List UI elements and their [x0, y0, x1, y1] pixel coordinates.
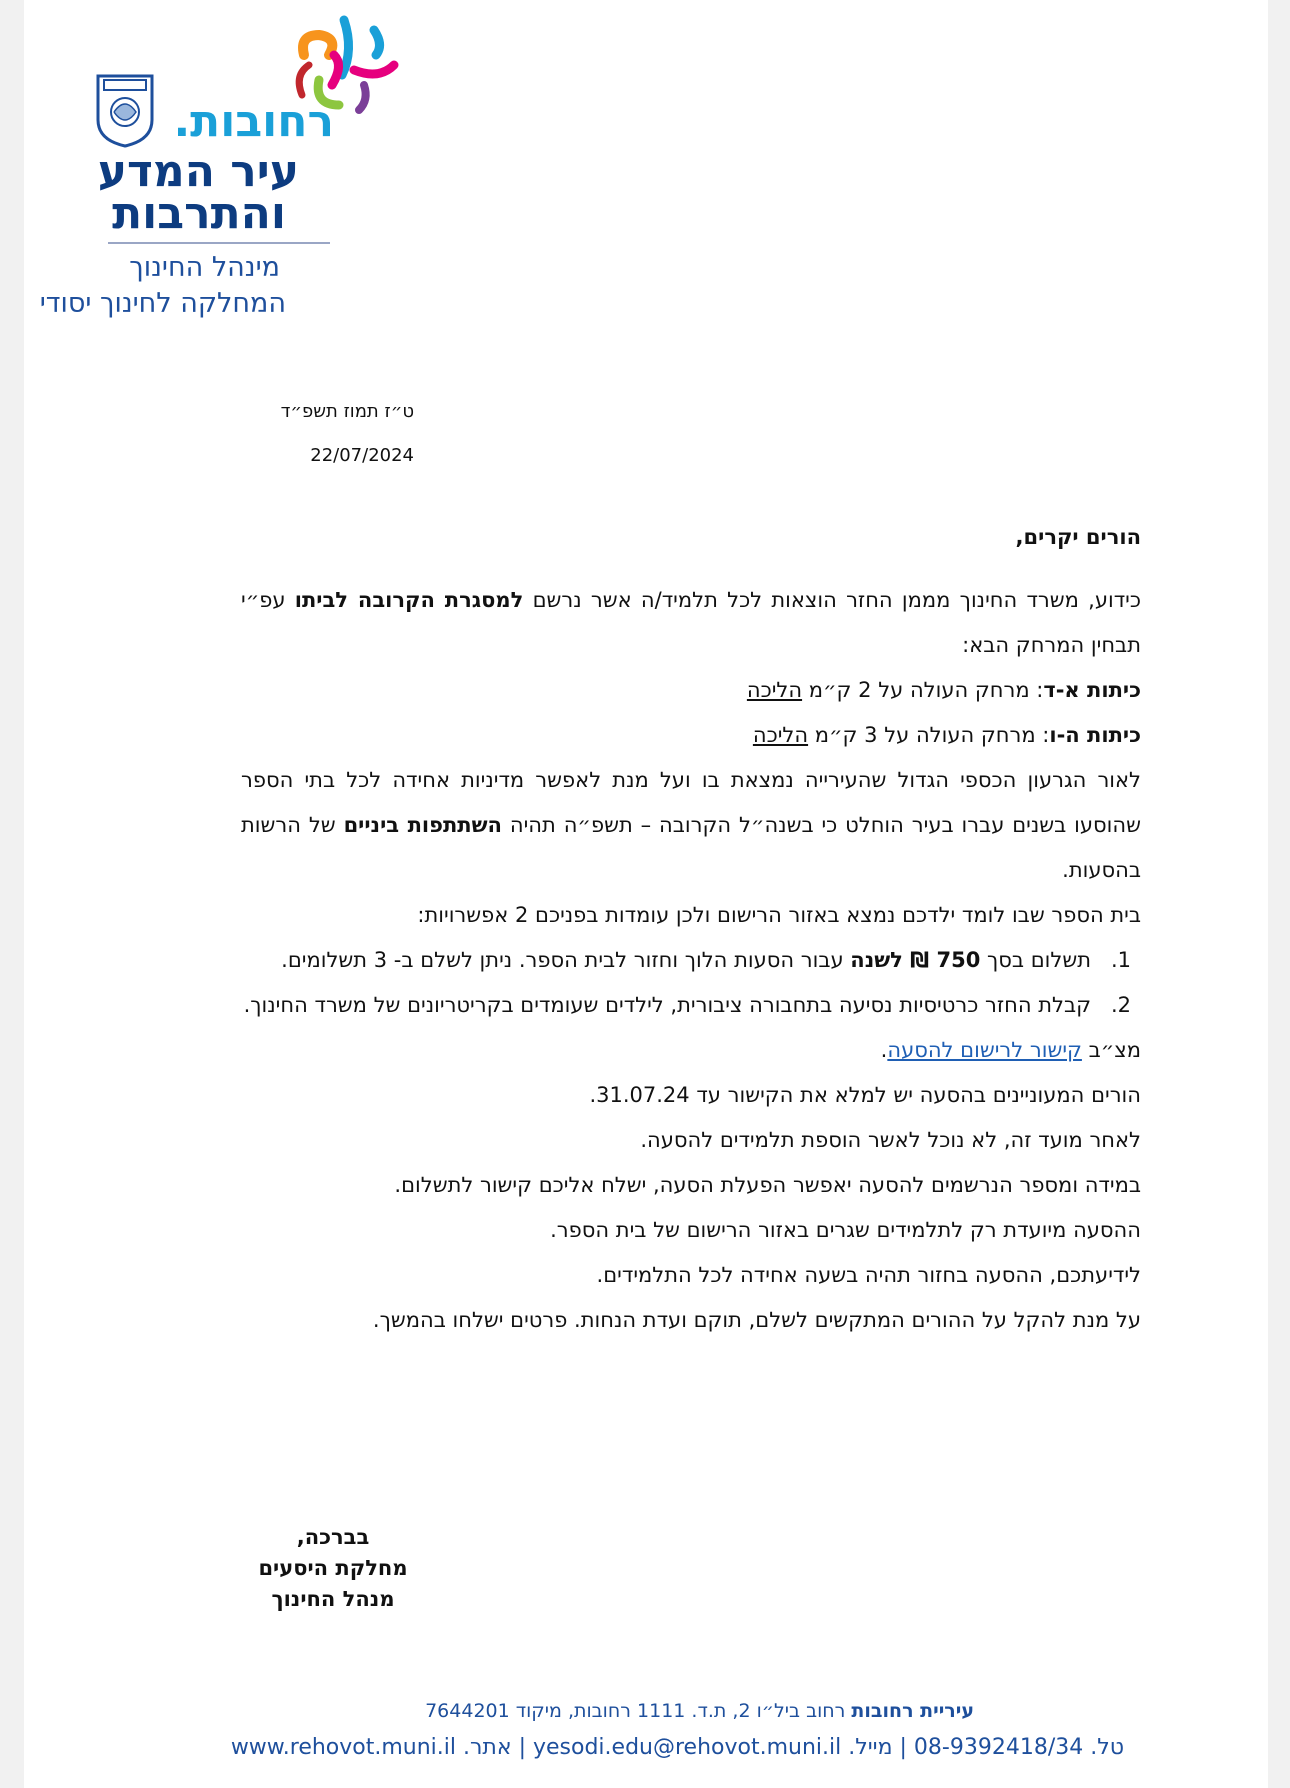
signature-line3: מנהל החינוך	[271, 1587, 395, 1611]
footer-address-text: רחוב ביל״ו 2, ת.ד. 1111 רחובות, מיקוד 7644201	[425, 1700, 852, 1722]
grades-label: כיתות ה-ו	[1049, 723, 1141, 747]
greeting: הורים יקרים,	[1015, 525, 1141, 549]
grades-1-4-criterion	[241, 668, 1141, 713]
paragraph-reimbursement	[241, 578, 1141, 668]
letter-page	[24, 0, 1268, 1788]
text: כידוע, משרד החינוך מממן החזר הוצאות לכל תלמיד/ה אשר נרשם	[523, 588, 1141, 612]
footer-contact: טל. 08-9392418/34 | מייל. yesodi.edu@rehovot.muni.il | אתר. www.rehovot.muni.il	[230, 1735, 1124, 1760]
text: מצ״ב	[1081, 1038, 1141, 1062]
letter-dates	[214, 390, 414, 478]
department-line2: המחלקה לחינוך יסודי	[39, 288, 286, 319]
paragraph-payment-link: במידה ומספר הנרשמים להסעה יאפשר הפעלת הסעה, ישלח אליכם קישור לתשלום.	[394, 1173, 1141, 1197]
text: : מרחק העולה על 2 ק״מ	[802, 678, 1044, 702]
paragraph-return-time: לידיעתכם, ההסעה בחזור תהיה בשעה אחידה לכל התלמידים.	[596, 1263, 1141, 1287]
paragraph-options-intro: בית הספר שבו לומד ילדכם נמצא באזור הרישום ולכן עומדות בפניכם 2 אפשרויות:	[417, 903, 1141, 927]
text: : מרחק העולה על 3 ק״מ	[808, 723, 1050, 747]
text: קבלת החזר כרטיסיות נסיעה בתחבורה ציבורית, לילדים שעומדים בקריטריונים של משרד החינוך.	[243, 993, 1091, 1017]
option-payment	[241, 938, 1141, 983]
text-bold: 750 ₪ לשנה	[850, 948, 981, 972]
tagline-line2: והתרבות	[112, 188, 286, 239]
municipality-logo	[39, 10, 404, 319]
tagline-line1: עיר המדע	[97, 146, 299, 197]
option-public-transport	[241, 983, 1141, 1028]
text: עפ״י תבחין המרחק הבא:	[241, 588, 1141, 657]
paragraph-deadline: הורים המעוניינים בהסעה יש למלא את הקישור עד 31.07.24.	[589, 1083, 1141, 1107]
grades-label: כיתות א-ד	[1043, 678, 1141, 702]
footer-municipality: עיריית רחובות	[851, 1700, 974, 1722]
footer-address	[404, 1700, 974, 1722]
registration-link-line	[241, 1028, 1141, 1073]
text: של הרשות בהסעות.	[241, 813, 1141, 882]
text: .	[880, 1038, 888, 1062]
grades-5-6-criterion	[241, 713, 1141, 758]
walking-label: הליכה	[752, 723, 809, 747]
paragraph-eligibility: ההסעה מיועדת רק לתלמידים שגרים באזור הרישום של בית הספר.	[550, 1218, 1141, 1242]
text: עבור הסעות הלוך וחזור לבית הספר. ניתן לשלם ב- 3 תשלומים.	[281, 948, 851, 972]
city-seal-icon	[94, 72, 156, 148]
department-line1: מינהל החינוך	[129, 252, 280, 283]
signature-line2: מחלקת היסעים	[258, 1556, 408, 1580]
gregorian-date: 22/07/2024	[310, 445, 414, 466]
walking-label: הליכה	[746, 678, 803, 702]
registration-link[interactable]: קישור לרישום להסעה	[887, 1038, 1082, 1062]
paragraph-discount: על מנת להקל על ההורים המתקשים לשלם, תוקם ועדת הנחות. פרטים ישלחו בהמשך.	[372, 1308, 1141, 1332]
logo-divider	[108, 242, 330, 244]
signature-line1: בברכה,	[296, 1525, 370, 1549]
list-number: 2.	[1110, 993, 1131, 1017]
signature-block	[238, 1522, 428, 1615]
paragraph-late: לאחר מועד זה, לא נוכל לאשר הוספת תלמידים להסעה.	[640, 1128, 1141, 1152]
list-number: 1.	[1110, 948, 1131, 972]
paragraph-deficit	[241, 758, 1141, 893]
hebrew-date: ט״ז תמוז תשפ״ד	[280, 401, 414, 422]
options-list	[241, 938, 1141, 1028]
text-bold: למסגרת הקרובה לביתו	[294, 588, 524, 612]
text: תשלום בסך	[980, 948, 1091, 972]
text: לאור הגרעון הכספי הגדול שהעירייה נמצאת בו ועל מנת לאפשר מדיניות אחידה לכל בתי הספר שהוסעו בשנים עברו בעיר הוחלט כי בשנה״ל הקרובה – תשפ״ה תהיה	[241, 768, 1141, 837]
text-bold: השתתפות ביניים	[343, 813, 502, 837]
city-name: רחובות.	[173, 96, 334, 147]
letter-body	[241, 515, 1141, 1343]
